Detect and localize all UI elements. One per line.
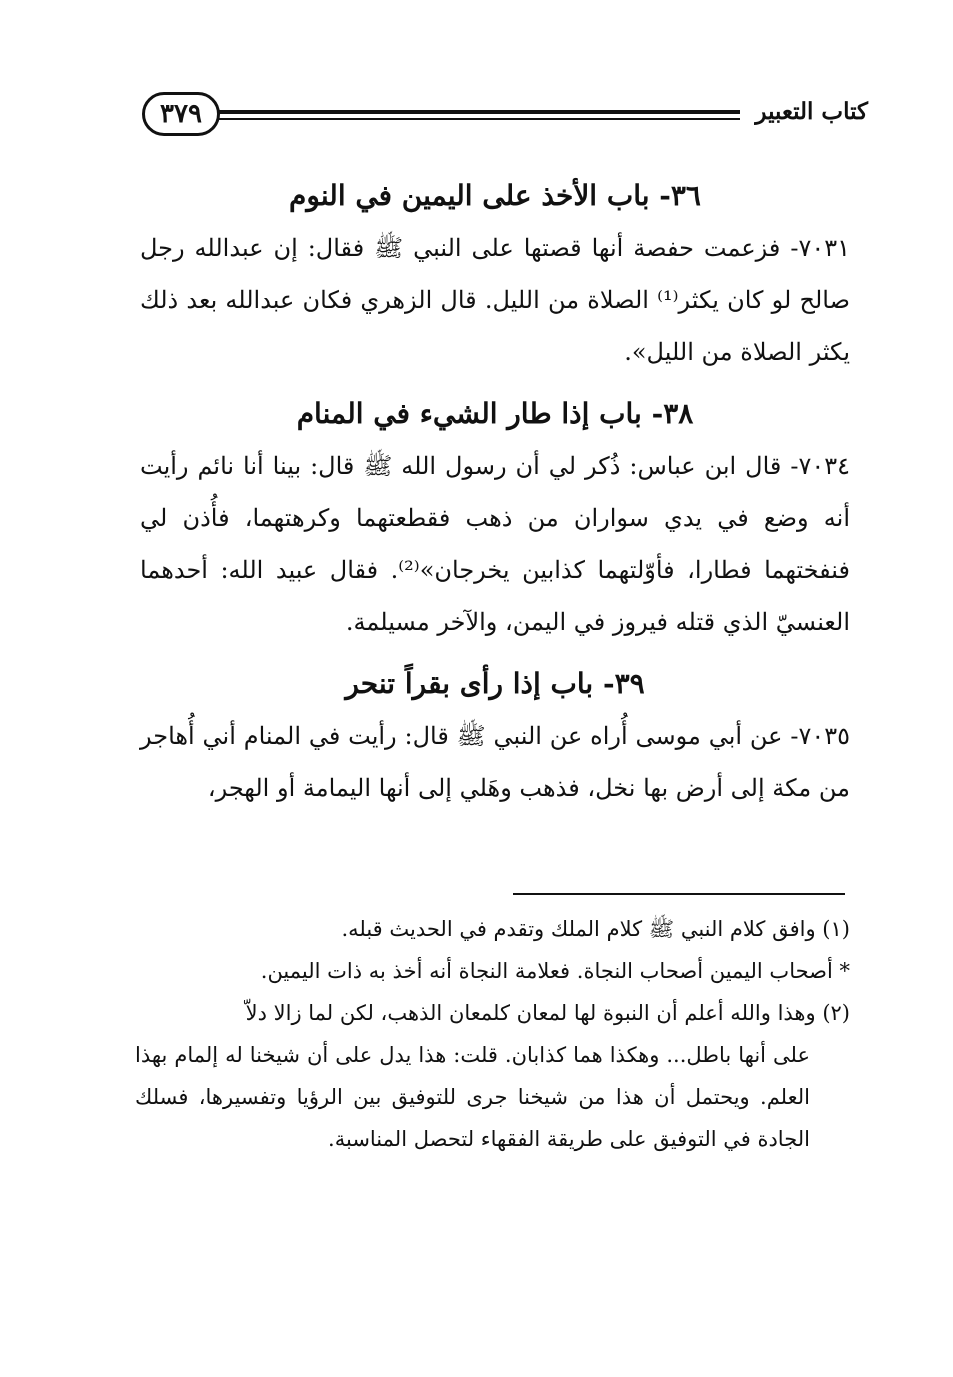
hadith-7034: ٧٠٣٤- قال ابن عباس: ذُكر لي أن رسول الله ﷺ قال: بينا أنا نائم رأيت أنه وضع في يدي سواران من ذهب فقطعتهما وكرهتهما، فأُذن لي فنفختهما فطارا، فأوّلتهما كذابين يخرجان»⁽²⁾. فقال عبيد الله: أحدهما العنسيّ الذي قتله فيروز في اليمن، والآخر مسيلمة.	[140, 452, 850, 636]
page-number: ٣٧٩	[142, 92, 220, 136]
page-header	[132, 88, 868, 148]
chapter-heading-36: ٣٦- باب الأخذ على اليمين في النوم	[289, 179, 701, 212]
footnote-star: * أصحاب اليمين أصحاب النجاة. فعلامة النجاة أنه أخذ به ذات اليمين.	[260, 959, 850, 983]
footnotes	[135, 908, 850, 1160]
hadith-7035: ٧٠٣٥- عن أبي موسى أُراه عن النبي ﷺ قال: رأيت في المنام أني أُهاجر من مكة إلى أرض بها نخل، فذهب وهَلي إلى أنها اليمامة أو الهجر،	[140, 722, 850, 802]
running-book-title: كتاب التعبير	[755, 98, 868, 125]
header-rule-thin	[212, 118, 740, 120]
header-rule-thick	[212, 110, 740, 114]
main-text	[140, 170, 850, 824]
footnote-1: (١) وافق كلام النبي ﷺ كلام الملك وتقدم في الحديث قبله.	[341, 917, 850, 941]
header-rule	[212, 110, 740, 124]
footnote-2-continuation: على أنها باطل... وهكذا هما كذابان. قلت: هذا يدل على أن شيخنا له إلمام بهذا العلم. ويحتمل أن هذا من شيخنا جرى للتوفيق بين الرؤيا وتفسيرها، فسلك الجادة في التوفيق على طريقة الفقهاء لتحصل المناسبة.	[135, 1043, 810, 1151]
footnote-separator	[513, 893, 845, 895]
hadith-7031: ٧٠٣١- فزعمت حفصة أنها قصتها على النبي ﷺ فقال: إن عبدالله رجل صالح لو كان يكثر⁽¹⁾ الصلاة من الليل. قال الزهري فكان عبدالله بعد ذلك يكثر الصلاة من الليل».	[140, 234, 850, 366]
chapter-heading-39: ٣٩- باب إذا رأى بقراً تنحر	[345, 667, 645, 700]
footnote-2: (٢) وهذا والله أعلم أن النبوة لها لمعان كلمعان الذهب، لكن لما زالا دلاّ	[245, 1001, 850, 1025]
chapter-heading-38: ٣٨- باب إذا طار الشيء في المنام	[296, 397, 694, 430]
